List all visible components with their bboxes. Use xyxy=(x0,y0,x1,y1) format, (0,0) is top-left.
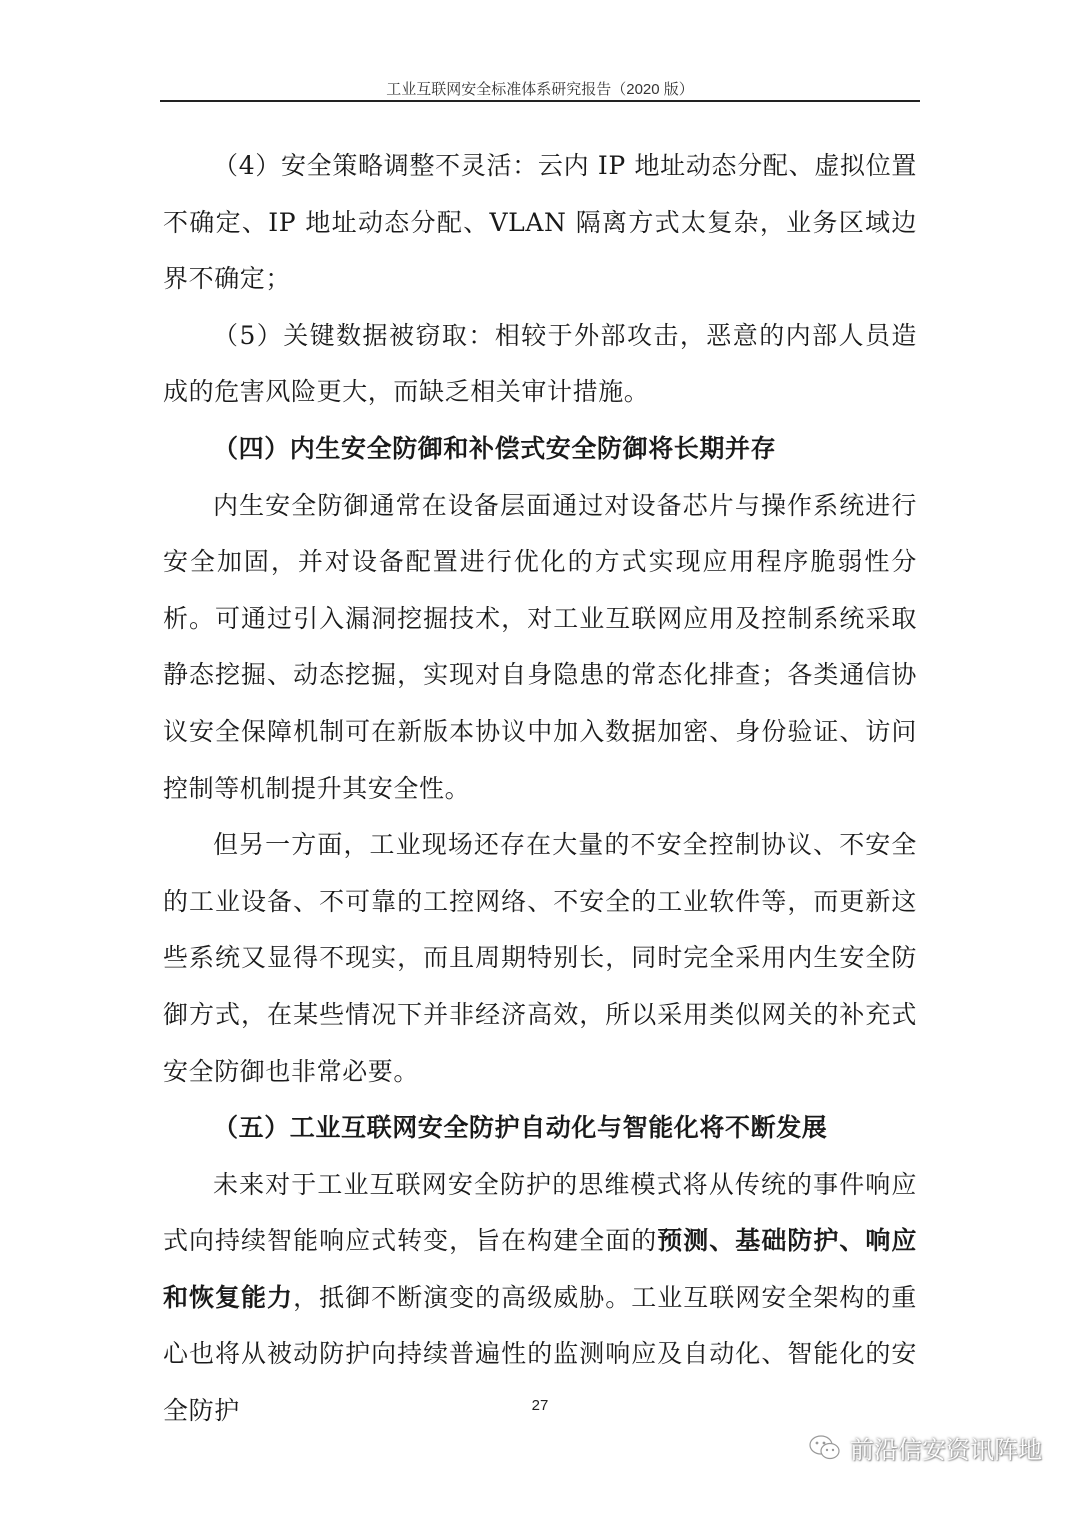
section-4-paragraph-2: 但另一方面，工业现场还存在大量的不安全控制协议、不安全的工业设备、不可靠的工控网络、不安全的工业软件等，而更新这些系统又显得不现实，而且周期特别长，同时完全采用内生安全防御方式，在某些情况下并非经济高效，所以采用类似网关的补充式安全防御也非常必要。 xyxy=(163,830,917,1086)
page-body xyxy=(163,138,917,1440)
paragraph-text-continued: ，抵御不断演变的高级威胁。工业互联网安全架构的重心也将从被动防护向持续普遍性的监测响应及自动化、智能化的安全防护 xyxy=(163,1282,917,1426)
list-item-5: （5）关键数据被窃取：相较于外部攻击，恶意的内部人员造成的危害风险更大，而缺乏相关审计措施。 xyxy=(163,320,917,407)
paragraph-text: 未来对于工业互联网安全防护的思维模式将从传统的事件响应式向持续智能响应式转变，旨在构建全面的 xyxy=(163,1169,917,1256)
watermark-text: 前沿信安资讯阵地 xyxy=(850,1436,1042,1464)
bold-emphasis: 预测、基础防护、响应和恢复能力 xyxy=(163,1226,917,1312)
page-number: 27 xyxy=(531,1397,549,1414)
wechat-icon xyxy=(808,1433,842,1463)
section-heading-5: （五）工业互联网安全防护自动化与智能化将不断发展 xyxy=(213,1113,828,1143)
list-item-4: （4）安全策略调整不灵活：云内 IP 地址动态分配、虚拟位置不确定、IP 地址动态分配、VLAN 隔离方式太复杂，业务区域边界不确定； xyxy=(163,151,917,294)
section-4-paragraph-1: 内生安全防御通常在设备层面通过对设备芯片与操作系统进行安全加固，并对设备配置进行优化的方式实现应用程序脆弱性分析。可通过引入漏洞挖掘技术，对工业互联网应用及控制系统采取静态挖掘、动态挖掘，实现对自身隐患的常态化排查；各类通信协议安全保障机制可在新版本协议中加入数据加密、身份验证、访问控制等机制提升其安全性。 xyxy=(163,490,917,803)
section-heading-4: （四）内生安全防御和补偿式安全防御将长期并存 xyxy=(213,433,777,463)
watermark xyxy=(808,1430,1042,1465)
running-header: 工业互联网安全标准体系研究报告（2020 版） xyxy=(386,81,694,98)
header-rule xyxy=(160,100,920,102)
